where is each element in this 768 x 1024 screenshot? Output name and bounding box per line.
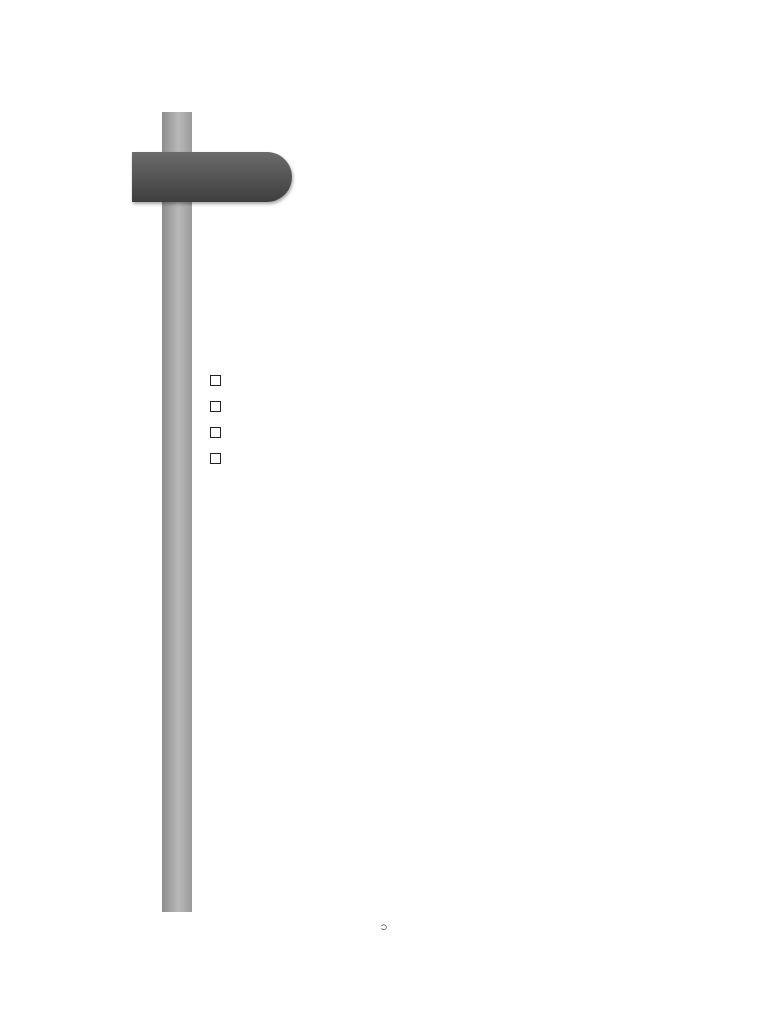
paragraph [210, 228, 732, 276]
paragraph [210, 632, 732, 680]
checklist [210, 370, 732, 474]
bottom-text-block [210, 516, 732, 922]
paragraph [210, 690, 732, 738]
paragraph [210, 286, 732, 334]
checkbox-icon [210, 453, 221, 464]
checkbox-icon [210, 375, 221, 386]
checklist-item [210, 448, 732, 474]
checklist-item [210, 422, 732, 448]
decorative-sidebar [162, 112, 192, 912]
title-banner [132, 152, 292, 202]
checklist-item [210, 370, 732, 396]
paragraph [210, 864, 732, 912]
checklist-item [210, 396, 732, 422]
checkbox-icon [210, 427, 221, 438]
paragraph [210, 806, 732, 854]
paragraph [210, 748, 732, 796]
checkbox-icon [210, 401, 221, 412]
page-number: ၁ [380, 919, 388, 933]
paragraph [210, 516, 732, 564]
paragraph [210, 574, 732, 622]
